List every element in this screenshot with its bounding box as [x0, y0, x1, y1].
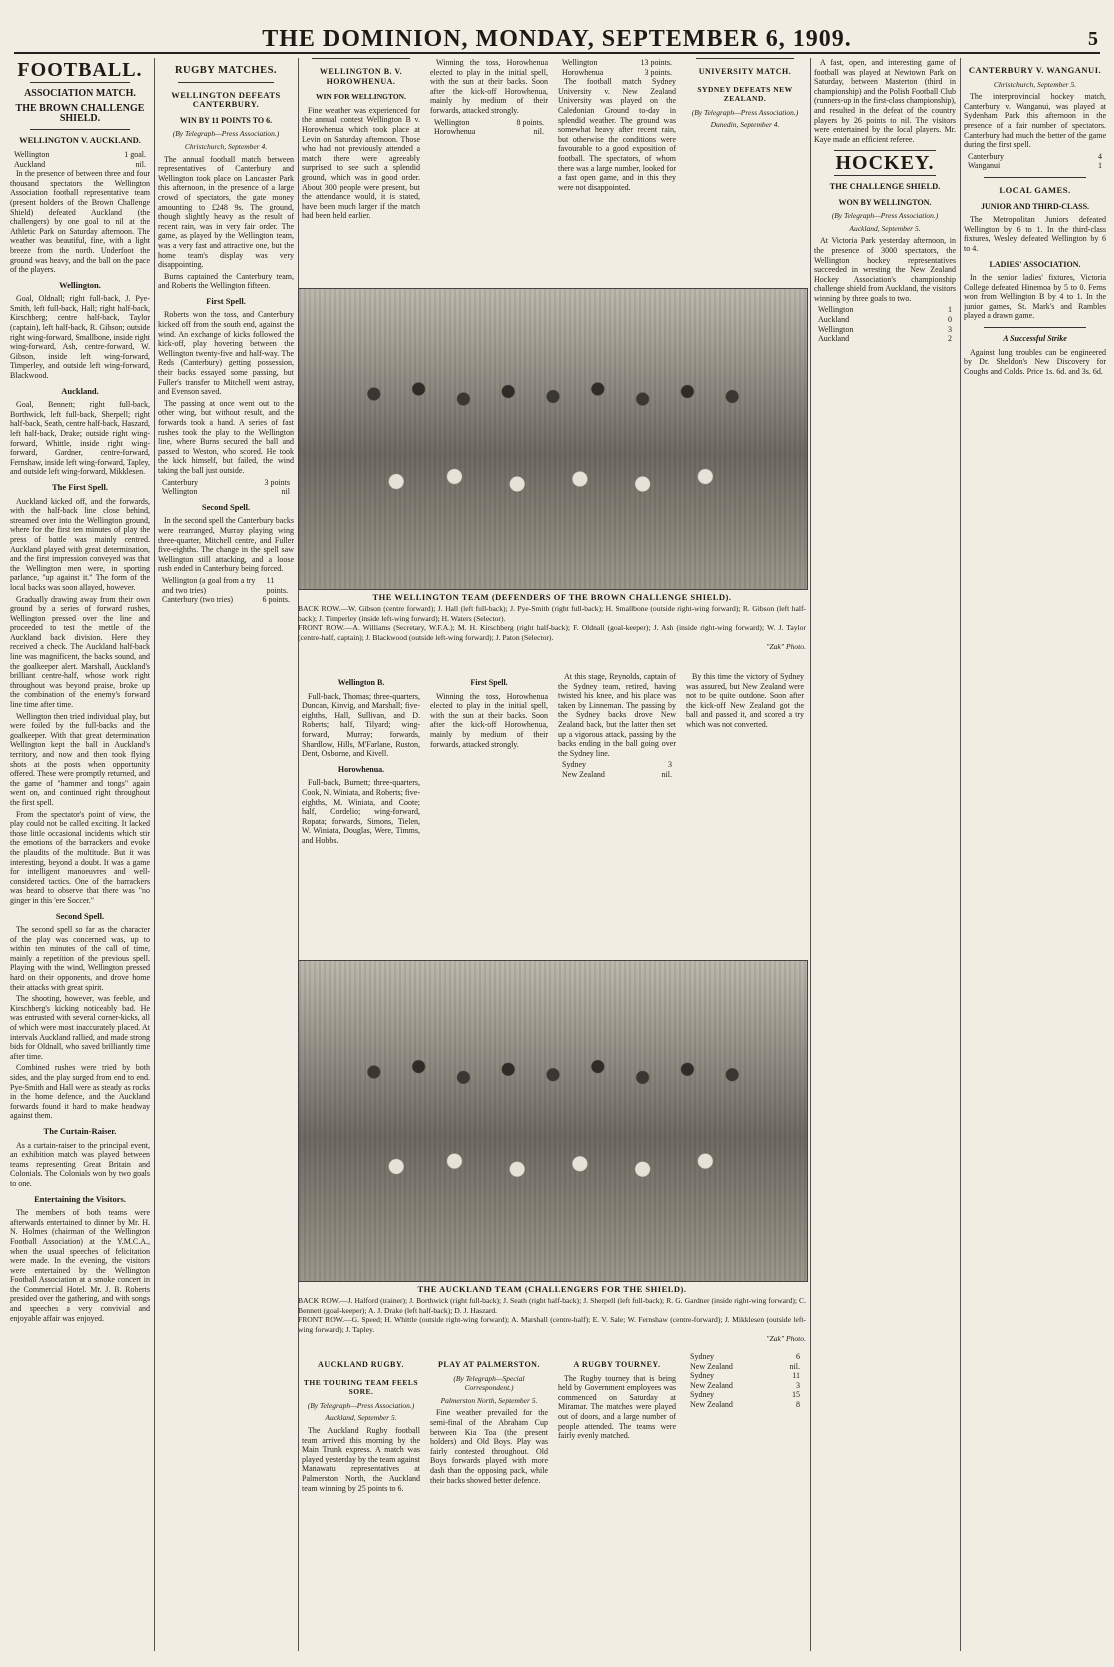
match2-first-spell-column: [430, 672, 548, 952]
palmerston-header: PLAY AT PALMERSTON.: [438, 1360, 540, 1369]
wellington-heading: Wellington.: [59, 279, 101, 290]
hockey-column: [964, 58, 1106, 1648]
score-row: New Zealand nil.: [562, 769, 672, 779]
score-row: Canterbury 3 points: [162, 477, 290, 487]
page-number: 5: [1088, 28, 1098, 50]
junior-body: The Metropolitan Juniors defeated Wellington by 6 to 1. In the third-class fixtures, Wesley defeated Wellington by 6 to 4.: [964, 215, 1106, 253]
auckland-rugby-dateline: Auckland, September 5.: [325, 1413, 397, 1423]
entertaining-heading: Entertaining the Visitors.: [34, 1193, 126, 1204]
score-row: New Zealand nil.: [690, 1361, 800, 1371]
university-title: SYDNEY DEFEATS NEW ZEALAND.: [697, 84, 793, 104]
palmerston-column: [430, 1352, 548, 1642]
rugby-match1-dateline: Christchurch, September 4.: [184, 141, 268, 151]
score-row: New Zealand 8: [690, 1399, 800, 1409]
first-spell-para: From the spectator's point of view, the play could not be called exciting. It lacked those little occasional incidents which stir the emotions of the barrackers and evoke the plaudits of the multitude. But it was interesting, beyond a doubt. It was a game for intelligent manoeuvres and well-considered tactics. One of the barrackers was heard to observe that there was "no ginger in this 'ere Soccer.": [10, 809, 150, 905]
hockey-title: WON BY WELLINGTON.: [838, 197, 932, 207]
score-row: Canterbury (two tries) 6 points.: [162, 595, 290, 605]
second-spell-para: The second spell so far as the character of the play was concerned was, up to within ten minutes of the call of time, mainly a repetition of the previous spell. Playing with the wind, Wellington pressed hard on their opponents, and drove home their attacks with great spirit.: [10, 925, 150, 992]
match2-teams-heading: Wellington B.: [337, 678, 385, 687]
wellington-team-photo: [298, 288, 808, 590]
rugby-second-spell-para: In the second spell the Canterbury backs were rearranged, Murray playing wing three-quarter, Mitchell centre, and Fuller five-eighths. The change in the spell saw Wellington still attacking, and a loose rush ended in Canterbury being forced.: [158, 516, 294, 574]
canterbury-body: The interprovincial hockey match, Canterbury v. Wanganui, was played at Sydenham Park this afternoon in the presence of a fair number of spectators. Canterbury had much the better of the game during the first spell.: [964, 92, 1106, 150]
photo2-caption-back: BACK ROW.—J. Halford (trainer); J. Borthwick (right full-back); J. Seath (right half-back); J. Sherpell (left full-back); R. G. Gardner (inside right-wing forward); C. Bennett (goal-keeper); A. J. Drake (left half-back); D. J. Haszard.: [298, 1296, 806, 1315]
score-row: Wellington 8 points.: [434, 117, 544, 127]
first-spell-para: Gradually drawing away from their own ground by a series of forward rushes, Wellington pressed over the line and proceeded to test the mettle of the Auckland back division. Here they received a check. The Auckland half-back line was magnificent, the backs sound, and the goalkeeper alert. Marshall, Auckland's brilliant centre-half, whose work right throughout was beyond praise, broke up the combination of the enemy's forward line time after time.: [10, 594, 150, 710]
photo1-caption-front: FRONT ROW.—A. Williams (Secretary, W.F.A.); M. H. Kirschberg (right half-back); F. Oldnall (goal-keeper); J. Ash (inside right-wing forward); W. J. Taylor (centre-half, captain); J. Blackwood (outside left-wing forward); J. Paton (Selector).: [298, 623, 806, 642]
score-row: Wellington 1: [818, 305, 952, 315]
match2-first-spell-text: Winning the toss, Horowhenua elected to play in the initial spell, with the sun at their backs. Soon after the kick-off Horowhenua, mainly by medium of their forwards, attacked strongly.: [430, 691, 548, 749]
rugby-final-scores: [158, 576, 294, 605]
score-row: Auckland 0: [818, 315, 952, 325]
rugby-match2-final-column: [558, 58, 676, 282]
university-final-column: [686, 1352, 804, 1642]
rugby-first-spell-heading: First Spell.: [206, 295, 246, 306]
second-spell-para: The shooting, however, was feeble, and Kirschberg's kicking noticeably bad. He was entrusted with several corner-kicks, all of which were most inaccurately placed. At intervals Auckland rallied, and made strong bids for Oldnall, who saved brilliantly time after time.: [10, 994, 150, 1061]
shield-header: THE BROWN CHALLENGE SHIELD.: [15, 103, 145, 124]
university-byline: (By Telegraph—Press Association.): [691, 107, 799, 117]
hockey-shield-header: THE CHALLENGE SHIELD.: [829, 180, 941, 191]
match2-teams-column: [302, 672, 420, 952]
ladies-header: LADIES' ASSOCIATION.: [989, 259, 1081, 269]
rugby-match1-intro: The annual football match between representatives of Canterbury and Wellington took place on Lancaster Park this afternoon, in the presence of a large crowd of spectators, the gate money amounting to £248 9s. The ground, though slightly heavy as the result of recent rain, was in very fair order. The game, as played by the Wellington team, was a very fast and attractive one, but the home team's display was very disappointing.: [158, 154, 294, 270]
entertaining-text: The members of both teams were afterwards entertained to dinner by Mr. H. N. Holmes (chairman of the Wellington Football Association) at the Y.M.C.A., when the usual speeches of felicitation were made. In the evening, the visitors were entertained by the Wellington Football Association at a smoke concert in the Commercial Hotel. Mr. J. B. Roberts presided over the gathering, and with songs and speeches a very convivial and enjoyable affair was enjoyed.: [10, 1208, 150, 1323]
canterbury-dateline: Christchurch, September 5.: [993, 79, 1077, 89]
rugby-match2-continued: [430, 58, 548, 282]
university-column-top: [686, 58, 804, 282]
curtain-raiser-text: As a curtain-raiser to the principal event, an exhibition match was played between teams representing Great Britain and Colonials. The Colonials won by two goals to one.: [10, 1140, 150, 1188]
hockey-byline: (By Telegraph—Press Association.): [831, 211, 939, 221]
wellington-photo-caption: [298, 593, 806, 663]
canterbury-scores: [964, 152, 1106, 171]
university-scores-b: [686, 1352, 804, 1371]
rugby-match1-score-line: WIN BY 11 POINTS TO 6.: [179, 115, 273, 125]
rugby-partial-scores: [158, 478, 294, 497]
rugby-second-spell-heading: Second Spell.: [201, 501, 251, 512]
curtain-raiser-heading: The Curtain-Raiser.: [43, 1125, 117, 1136]
hockey-half-scores: [814, 305, 956, 324]
rugby-match2-half-scores: [430, 118, 548, 137]
middle-mid-band: [298, 672, 806, 952]
score-row: Horowhenua nil.: [434, 127, 544, 137]
university-body: The football match Sydney University v. New Zealand University was played on the Caledonian Ground to-day in splendid weather. The ground was somewhat heavy after recent rain, but otherwise the conditions were favourable to a good exposition of football. The spectators, of whom there was a large number, looked for a fast open game, and in this they were not disappointed.: [558, 77, 676, 192]
strike-header: A Successful Strike: [1003, 334, 1067, 344]
first-spell-para: Auckland kicked off, and the forwards, with the half-back line close behind, streamed over into the Wellington ground, where for the first ten minutes of play the press of battle was mainly centred. Auckland played with great determination, and the first impression conveyed was that the Wellington men were, in sporting parlance, "up against it." The form of the local backs was soon allayed, however.: [10, 496, 150, 592]
rugby-match2-subtitle: WIN FOR WELLINGTON.: [316, 92, 406, 102]
rugby-match2-intro: Fine weather was experienced for the annual contest Wellington B v. Horowhenua which took place at Levin on Saturday afternoon. Those who had not previously attended a match there were agreeably surprised to see such a splendid ground, which was in good order. About 300 people were present, but the attendance would, it is stated, have been much larger if the match had been held earlier.: [302, 105, 420, 221]
page-title: THE DOMINION, MONDAY, SEPTEMBER 6, 1909.: [262, 26, 852, 52]
football-intro: In the presence of between three and four thousand spectators the Wellington Association football representative team (present holders of the Brown Challenge Shield) defeated Auckland (the challengers) by one goal to nil at the Athletic Park on Saturday afternoon. The weather was beautiful, fine, with a light breeze from the north. Underfoot the ground was heavy, and the ball on the pace of the players.: [10, 169, 150, 275]
university-closing-column: [686, 672, 804, 952]
association-header: ASSOCIATION MATCH.: [24, 87, 136, 99]
ladies-body: In the senior ladies' fixtures, Victoria College defeated Hinemoa by 5 to 0. Ferns won from Wellington B by 4 to 1. In the junior games, St. Mark's and Rambles played a drawn game.: [964, 273, 1106, 321]
photo2-caption-front: FRONT ROW.—G. Speed; H. Whittle (outside right-wing forward); A. Marshall (centre-half); E. V. Sale; W. Fernshaw (centre-forward); J. Mikklesen (outside left-wing forward); J. Tapley.: [298, 1315, 806, 1334]
palmerston-body: Fine weather prevailed for the semi-final of the Abraham Cup between Kia Toa (the present holders) and Old Boys. Play was fairly contested throughout. Old Boys forwards played with more dash than the opposing pack, while their backs showed better defence.: [430, 1408, 548, 1485]
column-rule: [810, 58, 811, 1651]
match2-wellington-lineup: Full-back, Thomas; three-quarters, Duncan, Kinvig, and Marshall; five-eighths, Hall, Sullivan, and D. Roberts; half, Tilyard; wing-forward, Murray; forwards, Shardlow, Hills, M'Farlane, Ruston, Dent, Osborne, and Kivell.: [302, 691, 420, 759]
first-spell-para: Wellington then tried individual play, but were foiled by the full-backs and the goalkeeper. With that great determination Wellington kept the ball in Auckland's territory, and now and then took flying shots at the posts when opportunity offered. These were promptly returned, and the game of "hammer and tongs" again went on, and continued right throughout the first spell.: [10, 711, 150, 807]
auckland-rugby-byline: (By Telegraph—Press Association.): [307, 1400, 415, 1410]
second-spell-heading: Second Spell.: [55, 910, 105, 921]
column-rule: [960, 58, 961, 1651]
auckland-photo-caption: [298, 1285, 806, 1345]
score-row: Sydney 3: [562, 760, 672, 770]
photo1-credit: "Zak" Photo.: [766, 642, 806, 652]
match2-first-spell-heading: First Spell.: [470, 678, 508, 687]
match2-horowhenua-lineup: Full-back, Burnett; three-quarters, Cook, N. Winiata, and Roberts; five-eighths, M. Winiata, and Coote; half, Cordelio; wing-forward, Ropata; forwards, Simons, Tielen, W. Winiata, Douglas, Were, Timms, and Hobbs.: [302, 778, 420, 845]
second-spell-para: Combined rushes were tried by both sides, and the play surged from end to end. Pye-Smith and Hall were as steady as rocks in the home defence, and the Auckland forwards found it hard to make headway against them.: [10, 1063, 150, 1121]
auckland-lineup: Goal, Bennett; right full-back, Borthwick, left full-back, Sherpell; right half-back, Seath, centre half-back, Haszard, left half-back, Drake; outside right wing-forward, Whittle, inside right wing-forward, Gardner, centre-forward, Fernshaw, inside left wing-forward, Tapley, and outside left wing-forward, Mikklesen.: [10, 400, 150, 477]
score-row: Wanganui 1: [968, 161, 1102, 171]
result-row: Wellington 1 goal.: [14, 149, 146, 159]
tourney-column: [558, 1352, 676, 1642]
match2-horowhenua-heading: Horowhenua.: [337, 764, 385, 774]
score-row: Auckland 2: [818, 334, 952, 344]
match-title: WELLINGTON V. AUCKLAND.: [19, 135, 141, 146]
result-row: Auckland nil.: [14, 159, 146, 169]
football-section-title: FOOTBALL.: [17, 59, 143, 81]
university-closing: By this time the victory of Sydney was assured, but New Zealand were not to be quite outdone. Soon after the kick-off New Zealand got the ball and passed it, and scored a try which was not converted.: [686, 672, 804, 729]
masthead: [14, 22, 1100, 54]
auckland-heading: Auckland.: [61, 385, 99, 396]
score-row: Sydney 11: [690, 1371, 800, 1381]
middle-bottom-band: [298, 1352, 806, 1642]
hockey-body: At Victoria Park yesterday afternoon, in the presence of 3000 spectators, the Wellington hockey representatives succeeded in wresting the New Zealand Hockey Association's championship challenge shield from Auckland, the visitors winning by three goals to two.: [814, 236, 956, 303]
rugby-match2-column: [302, 58, 420, 282]
palmerston-dateline: Palmerston North, September 5.: [440, 1395, 538, 1405]
photo2-caption-title: THE AUCKLAND TEAM (CHALLENGERS FOR THE SHIELD).: [417, 1284, 687, 1294]
tourney-header: A RUGBY TOURNEY.: [573, 1360, 661, 1369]
score-row: New Zealand 3: [690, 1380, 800, 1390]
hockey-section-title: HOCKEY.: [835, 152, 935, 175]
rugby-match1-byline: (By Telegraph—Press Association.): [172, 129, 280, 139]
rugby-match1-captains: Burns captained the Canterbury team, and Roberts the Wellington fifteen.: [158, 271, 294, 291]
score-row: Wellington nil: [162, 487, 290, 497]
junior-header: JUNIOR AND THIRD-CLASS.: [980, 201, 1090, 211]
photo1-caption-back: BACK ROW.—W. Gibson (centre forward); J. Hall (left full-back); J. Pye-Smith (right full-back); H. Smallbone (outside right-wing forward); R. Gibson (left half-back); J. Timperley (inside left-wing forward); H. Waters (Selector).: [298, 604, 806, 623]
score-row: Wellington (a goal from a try and two tries) 11 points.: [162, 575, 289, 595]
auckland-rugby-header: AUCKLAND RUGBY.: [318, 1360, 404, 1369]
rugby-first-spell-para: Roberts won the toss, and Canterbury kicked off from the south end, against the wind. An exchange of kicks followed the kick-off, play hovering between the Wellington twenty-five and half-way. The Reds (Canterbury) getting possession, their backs essayed some passing, but Fuller's transfer to Mitchell went astray, and Evenson saved.: [158, 310, 294, 397]
university-body-2: At this stage, Reynolds, captain of the Sydney team, retired, having twisted his knee, and his place was taken by Linneman. The passing by the Sydney backs drove New Zealand back, but the latter then set up a vigorous attack, passing by the backs ending in the ball going over the Sydney line.: [558, 672, 676, 758]
hockey-local-body: A fast, open, and interesting game of football was played at Newtown Park on Saturday, between Masterton (third in championship) and the Polish Football Club (runners-up in the first-class championship), and resulted in the defeat of the country players by 26 points to nil. The visitors were entertained by the local players. Mr. Kaye made an efficient referee.: [814, 58, 956, 144]
photo1-caption-title: THE WELLINGTON TEAM (DEFENDERS OF THE BROWN CHALLENGE SHIELD).: [372, 592, 732, 602]
university-scores-c: [686, 1371, 804, 1390]
canterbury-header: CANTERBURY V. WANGANUI.: [968, 65, 1102, 75]
result-table: [10, 150, 150, 169]
column-rule: [154, 58, 155, 1651]
tourney-body: The Rugby tourney that is being held by Government employees was commenced on Saturday at Miramar. The matches were played out of doors, and a large number of people attended. The teams were fairly evenly matched.: [558, 1373, 676, 1441]
middle-top-band: [298, 58, 806, 282]
score-row: Wellington 13 points.: [562, 58, 672, 67]
strike-body: Against lung troubles can be engineered by Dr. Sheldon's New Discovery for Coughs and Colds. Price 1s. 6d. and 3s. 6d.: [964, 347, 1106, 376]
rugby-match2-first-spell: Winning the toss, Horowhenua elected to play in the initial spell, with the sun at their backs. Soon after the kick-off Horowhenua, mainly by medium of their forwards, attacked strongly.: [430, 58, 548, 115]
palmerston-byline: (By Telegraph—Special Correspondent.): [453, 1373, 525, 1393]
rugby-section-header: RUGBY MATCHES.: [174, 65, 278, 76]
score-row: Wellington 3: [818, 324, 952, 334]
football-column: [10, 58, 150, 1648]
rugby-first-spell-para: The passing at once went out to the other wing, but without result, and the forwards took a hand. A series of fast rushes took the play to the Wellington line, where Burns secured the ball and passed to Weston, who scored. He took the kick himself, but failed, the wind taking the ball just outside.: [158, 398, 294, 475]
score-row: Sydney 6: [690, 1352, 800, 1361]
auckland-rugby-body: The Auckland Rugby football team arrived this morning by the Main Trunk express. A match was played yesterday by the team against Manawatu representatives at Palmerston North, the Auckland team winning by 25 points to 6.: [302, 1425, 420, 1493]
first-spell-heading: The First Spell.: [52, 481, 108, 492]
hockey-final-scores: [814, 325, 956, 344]
rugby-column: [158, 58, 294, 1648]
rugby-match2-final-scores: [558, 58, 676, 77]
hockey-dateline: Auckland, September 5.: [849, 223, 921, 233]
university-dateline: Dunedin, September 4.: [710, 120, 780, 130]
university-mid-column: [558, 672, 676, 952]
score-row: Sydney 15: [690, 1390, 800, 1400]
university-header: UNIVERSITY MATCH.: [698, 67, 792, 76]
rugby-match1-title: WELLINGTON DEFEATS CANTERBURY.: [171, 89, 281, 110]
auckland-rugby-title: THE TOURING TEAM FEELS SORE.: [303, 1377, 419, 1397]
university-scores-a: [558, 760, 676, 779]
rugby-match2-title: WELLINGTON B. V. HOROWHENUA.: [319, 67, 403, 86]
local-games-header: LOCAL GAMES.: [999, 184, 1071, 195]
wellington-lineup: Goal, Oldnall; right full-back, J. Pye-Smith, left full-back, Hall; right half-back, Kirschberg; centre half-back, Taylor (captain), left half-back, R. Gibson; outside right wing-forward, Smallbone, inside right wing-forward, Ash, centre-forward, W. Gibson, inside left wing-forward, Timperley, and outside left wing-forward, Blackwood.: [10, 294, 150, 381]
score-row: Horowhenua 3 points.: [562, 67, 672, 77]
score-row: Canterbury 4: [968, 151, 1102, 161]
auckland-rugby-column: [302, 1352, 420, 1642]
auckland-team-photo: [298, 960, 808, 1282]
hockey-intro-column: [814, 58, 956, 1648]
university-final-scores: [686, 1390, 804, 1409]
photo2-credit: "Zak" Photo.: [766, 1334, 806, 1344]
